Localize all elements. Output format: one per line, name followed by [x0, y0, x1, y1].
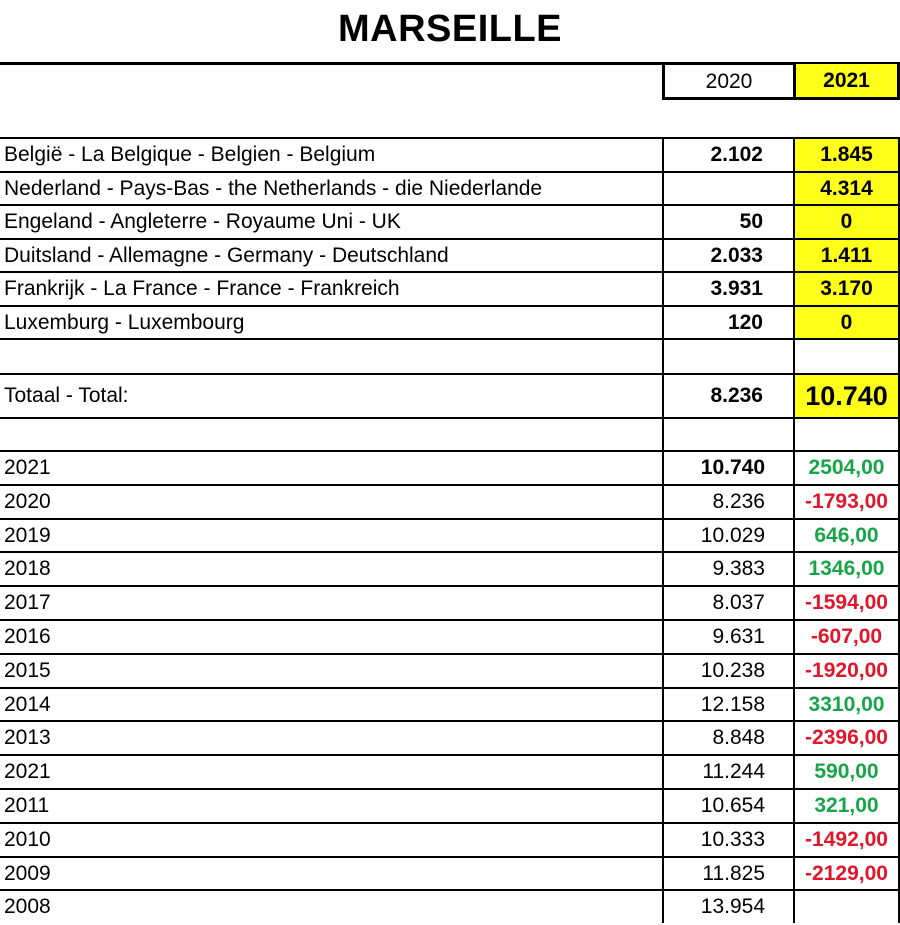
history-total-text: 12.158	[700, 693, 765, 716]
history-difference	[793, 587, 900, 619]
history-year-text: 2016	[4, 625, 51, 648]
history-difference	[793, 655, 900, 687]
history-difference-text: 2504,00	[808, 456, 885, 479]
history-difference-text: -1793,00	[805, 490, 888, 513]
history-row	[0, 653, 900, 687]
history-total-text: 10.740	[700, 456, 765, 479]
country-value-2021	[793, 240, 900, 272]
country-value-2021	[793, 273, 900, 305]
country-value-2020	[662, 307, 793, 339]
history-difference	[793, 722, 900, 754]
history-year	[4, 486, 659, 518]
history-year-text: 2017	[4, 591, 51, 614]
country-label-text: Nederland - Pays-Bas - the Netherlands - die Niederlande	[4, 177, 543, 200]
history-year-text: 2015	[4, 659, 51, 682]
history-year-text: 2021	[4, 456, 51, 479]
history-total-text: 10.333	[700, 828, 765, 851]
history-year	[4, 824, 659, 856]
history-year-text: 2014	[4, 693, 51, 716]
country-value-2021	[793, 307, 900, 339]
history-total-text: 8.848	[712, 726, 765, 749]
history-difference-text: -2396,00	[805, 726, 888, 749]
country-value-2021-text: 4.314	[820, 177, 873, 200]
history-year	[4, 587, 659, 619]
history-total-text: 13.954	[700, 895, 765, 918]
history-year-text: 2020	[4, 490, 51, 513]
history-difference-text: 590,00	[814, 760, 879, 783]
history-year	[4, 655, 659, 687]
history-difference	[793, 790, 900, 822]
history-row	[0, 720, 900, 754]
history-row	[0, 889, 900, 923]
history-row	[0, 687, 900, 721]
history-year	[4, 621, 659, 653]
country-value-2021-text: 0	[840, 311, 853, 334]
history-year-text: 2018	[4, 557, 51, 580]
history-total	[662, 655, 793, 687]
history-difference	[793, 553, 900, 585]
country-value-2020	[662, 206, 793, 238]
history-difference-text: -2129,00	[805, 862, 888, 885]
history-year-text: 2021	[4, 760, 51, 783]
country-value-2020-text: 2.102	[710, 143, 763, 166]
country-value-2020-text: 120	[727, 311, 763, 334]
history-year	[4, 722, 659, 754]
history-difference-text: 646,00	[814, 524, 879, 547]
country-row	[0, 171, 900, 205]
history-total	[662, 486, 793, 518]
total-label-text: Totaal - Total:	[4, 384, 129, 407]
history-year	[4, 452, 659, 484]
history-difference-text: 321,00	[814, 794, 879, 817]
country-label	[4, 307, 659, 339]
history-year-text: 2013	[4, 726, 51, 749]
page-title: MARSEILLE	[337, 8, 563, 50]
history-row	[0, 484, 900, 518]
history-total	[662, 689, 793, 721]
country-row	[0, 137, 900, 171]
history-difference-text: -1492,00	[805, 828, 888, 851]
spacer-row	[0, 417, 900, 450]
history-difference	[793, 891, 900, 923]
country-value-2021	[793, 206, 900, 238]
total-row	[0, 373, 900, 417]
history-difference	[793, 689, 900, 721]
spacer-row	[0, 338, 900, 373]
history-row	[0, 788, 900, 822]
history-row	[0, 551, 900, 585]
history-difference	[793, 621, 900, 653]
country-label	[4, 139, 659, 171]
history-year	[4, 689, 659, 721]
country-row	[0, 305, 900, 339]
country-value-2020	[662, 273, 793, 305]
total-value-2021-text: 10.740	[805, 380, 888, 411]
total-value-2021	[793, 375, 900, 417]
country-value-2020	[662, 240, 793, 272]
history-total	[662, 858, 793, 890]
country-value-2020-text: 2.033	[710, 244, 763, 267]
history-total-text: 8.037	[712, 591, 765, 614]
history-row	[0, 585, 900, 619]
history-year	[4, 520, 659, 552]
history-difference-text: 1346,00	[808, 557, 885, 580]
history-total-text: 9.383	[712, 557, 765, 580]
history-year-text: 2010	[4, 828, 51, 851]
spacer-label	[4, 340, 659, 373]
country-value-2021	[793, 139, 900, 171]
history-row	[0, 450, 900, 484]
history-total	[662, 520, 793, 552]
total-value-2020-text: 8.236	[710, 384, 763, 407]
history-difference	[793, 858, 900, 890]
country-label	[4, 240, 659, 272]
history-year	[4, 858, 659, 890]
total-label	[4, 375, 659, 417]
history-year-text: 2009	[4, 862, 51, 885]
country-label-text: Frankrijk - La France - France - Frankreich	[4, 277, 400, 300]
history-difference-text: 3310,00	[808, 693, 885, 716]
country-label-text: België - La Belgique - Belgien - Belgium	[4, 143, 376, 166]
country-value-2020-text: 3.931	[710, 277, 763, 300]
history-total	[662, 722, 793, 754]
history-total-text: 11.244	[702, 760, 765, 783]
history-difference-text: -1920,00	[805, 659, 888, 682]
country-value-2020	[662, 173, 793, 205]
history-total-text: 8.236	[712, 490, 765, 513]
country-label	[4, 273, 659, 305]
column-header-2021: 2021	[793, 64, 900, 100]
history-row	[0, 856, 900, 890]
history-row	[0, 754, 900, 788]
country-value-2020	[662, 139, 793, 171]
country-value-2021-text: 3.170	[820, 277, 873, 300]
history-row	[0, 822, 900, 856]
column-header-2020: 2020	[662, 64, 793, 100]
history-total-text: 9.631	[712, 625, 765, 648]
country-row	[0, 204, 900, 238]
history-year	[4, 891, 659, 923]
country-label-text: Engeland - Angleterre - Royaume Uni - UK	[4, 210, 401, 233]
country-label	[4, 173, 659, 205]
history-total	[662, 553, 793, 585]
history-total-text: 11.825	[702, 862, 765, 885]
history-year-text: 2008	[4, 895, 51, 918]
history-year-text: 2011	[4, 794, 50, 817]
history-total	[662, 824, 793, 856]
history-row	[0, 619, 900, 653]
country-label	[4, 206, 659, 238]
history-year	[4, 790, 659, 822]
history-total	[662, 587, 793, 619]
history-difference	[793, 520, 900, 552]
history-difference-text: -1594,00	[805, 591, 888, 614]
history-difference	[793, 452, 900, 484]
history-row	[0, 518, 900, 552]
history-total	[662, 756, 793, 788]
spacer-label	[4, 419, 659, 450]
spacer-2020	[662, 419, 793, 450]
history-difference-text: -607,00	[810, 625, 883, 648]
history-difference	[793, 756, 900, 788]
history-total	[662, 790, 793, 822]
history-total-text: 10.029	[700, 524, 765, 547]
history-total-text: 10.238	[700, 659, 765, 682]
history-difference	[793, 486, 900, 518]
country-value-2021-text: 1.411	[820, 244, 873, 267]
country-row	[0, 271, 900, 305]
country-label-text: Duitsland - Allemagne - Germany - Deutschland	[4, 244, 449, 267]
country-value-2021-text: 0	[840, 210, 853, 233]
history-total	[662, 891, 793, 923]
history-year-text: 2019	[4, 524, 51, 547]
country-value-2021-text: 1.845	[820, 143, 873, 166]
spacer-2021	[793, 340, 900, 373]
country-value-2021	[793, 173, 900, 205]
history-year	[4, 756, 659, 788]
history-total-text: 10.654	[700, 794, 765, 817]
history-total	[662, 621, 793, 653]
history-year	[4, 553, 659, 585]
total-value-2020	[662, 375, 793, 417]
spacer-2020	[662, 340, 793, 373]
country-label-text: Luxemburg - Luxembourg	[4, 311, 245, 334]
history-total	[662, 452, 793, 484]
history-difference	[793, 824, 900, 856]
spacer-2021	[793, 419, 900, 450]
country-value-2020-text: 50	[739, 210, 763, 233]
country-row	[0, 238, 900, 272]
